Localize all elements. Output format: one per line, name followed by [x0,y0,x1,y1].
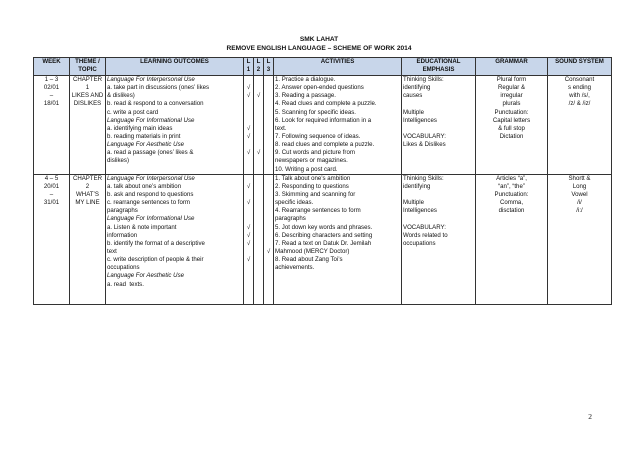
emphasis-cell-line: Likes & Dislikes [403,141,446,149]
col-l1: L 1 [244,58,254,76]
emphasis-cell-line: identifying [403,182,431,190]
emphasis-cell-line: Words related to [403,231,448,239]
week-cell-line: 4 – 5 [44,174,59,182]
outcomes-cell-line: information [107,231,138,239]
l2-cell-line [255,207,262,215]
l1-cell-line: √ [246,256,251,264]
activities-cell-line: 7. Read a text on Datuk Dr. Jemilah [275,239,372,247]
outcomes-cell [106,174,244,304]
sound-cell-line: Shortt & [568,174,591,182]
l1-cell-line: √ [246,124,251,132]
l3-cell-line [265,256,272,264]
l3-cell-line [265,224,272,232]
l3-cell-line [265,92,272,100]
scheme-of-work-table [33,57,612,305]
l1-cell-line [245,100,252,108]
l2-cell-line [255,248,262,256]
l2-cell-line [255,175,262,183]
l1-cell-line: √ [246,84,251,92]
l2-cell-line [255,240,262,248]
grammar-cell-line: Comma, [499,199,524,207]
outcomes-cell-line: Language For Aesthetic Use [107,272,185,280]
l3-cell-line [265,100,272,108]
outcomes-cell-line: a. Listen & note important [107,223,177,231]
activities-cell-line: 6. Describing characters and setting [275,231,373,239]
grammar-cell-line: Punctuation: [494,190,529,198]
l1-cell-line: √ [246,182,251,190]
week-cell-line: – [49,190,54,198]
page-number: 2 [588,412,592,421]
emphasis-cell-line: identifying [403,84,431,92]
theme-cell-line: CHAPTER [72,76,103,83]
l3-cell-line [265,264,272,272]
emphasis-cell-line: Multiple [403,108,424,116]
grammar-cell [476,174,548,304]
grammar-cell-line: & full stop [498,124,525,132]
emphasis-cell-line: Thinking Skills: [403,76,444,83]
emphasis-cell [402,76,476,175]
document-title: REMOVE ENGLISH LANGUAGE – SCHEME OF WORK 2014 [226,45,412,52]
col-emphasis: EDUCATIONAL EMPHASIS [402,58,476,76]
grammar-cell-line: Regular & [497,84,526,92]
theme-cell-line: CHAPTER [72,174,103,182]
l2-cell-line [255,117,262,125]
l1-cell-line: √ [246,239,251,247]
l3-cell-line: √ [266,247,271,255]
outcomes-cell [106,76,244,175]
outcomes-cell-line: occupations [107,264,140,272]
outcomes-cell-line: & dislikes) [107,92,135,100]
l1-cell [244,174,254,304]
sound-cell-line: with /s/, [569,92,590,100]
l3-cell-line [265,141,272,149]
l3-cell-line [265,157,272,165]
l2-cell-line [255,76,262,84]
grammar-cell-line: Capital letters [492,116,531,124]
l2-cell-line [255,215,262,223]
sound-cell-line: Long [572,182,587,190]
l2-cell-line [255,125,262,133]
l3-cell [264,174,274,304]
l3-cell-line [265,84,272,92]
col-grammar: GRAMMAR [476,58,548,76]
theme-cell-line: DISLIKES [73,100,102,108]
grammar-cell-line: irregular [500,92,523,100]
activities-cell-line: 7. Following sequence of ideas. [275,132,361,140]
col-sound: SOUND SYSTEM [548,58,612,76]
theme-cell-line: WHAT’S [76,190,99,198]
outcomes-cell-line: b. ask and respond to questions [107,190,194,198]
grammar-cell-line: “an”, “the” [498,182,525,190]
emphasis-cell-line: VOCABULARY: [403,223,446,231]
outcomes-cell-line: dislikes) [107,157,130,165]
l1-cell-line [245,191,252,199]
l2-cell-line [255,199,262,207]
l2-cell [254,174,264,304]
emphasis-cell-line: Intelligences [403,207,437,215]
l3-cell-line [265,149,272,157]
activities-cell-line: 10. Writing a post card. [275,165,338,173]
grammar-cell-line: Articles “a”, [496,174,527,182]
l2-cell-line [255,84,262,92]
activities-cell-line: 1. Practice a dialogue. [275,76,336,83]
sound-cell-line: Consonant [564,76,595,83]
col-activities: ACTIVITIES [274,58,402,76]
grammar-cell-line: Punctuation: [494,108,529,116]
header-row [34,58,612,76]
emphasis-cell-line: Intelligences [403,116,437,124]
activities-cell-line: 2. Answer open-ended questions [275,84,364,92]
theme-cell-line: LIKES AND [71,92,104,100]
col-outcomes: LEARNING OUTCOMES [106,58,244,76]
sound-cell-line: /i:/ [576,207,583,215]
l3-cell-line [265,109,272,117]
l3-cell-line [265,207,272,215]
l2-cell-line [255,100,262,108]
emphasis-cell-line: occupations [403,239,436,247]
l3-cell-line [265,76,272,84]
l1-cell-line [245,272,252,280]
l3-cell-line [265,272,272,280]
l1-cell-line [245,117,252,125]
outcomes-cell-line: b. reading materials in print [107,132,181,140]
l1-cell-line [245,175,252,183]
sound-cell-line: /i/ [577,199,582,207]
activities-cell-line: 5. Scanning for specific ideas. [275,108,356,116]
activities-cell-line: 8. read clues and complete a puzzle. [275,141,375,149]
outcomes-cell-line: c. write description of people & their [107,256,204,264]
grammar-cell-line: Plural form [496,76,527,83]
emphasis-cell-line [403,191,474,199]
emphasis-cell-line [403,125,474,133]
l2-cell-line [255,133,262,141]
emphasis-cell-line [403,215,474,223]
emphasis-cell-line: causes [403,92,423,100]
l2-cell-line [255,141,262,149]
table-row [34,174,612,304]
outcomes-cell-line: a. talk about one’s ambition [107,182,182,190]
l2-cell-line [255,256,262,264]
activities-cell-line: 4. Rearrange sentences to form [275,207,361,215]
outcomes-cell-line: paragraphs [107,207,138,215]
grammar-cell-line: disctation [498,207,525,215]
l1-cell-line [245,76,252,84]
l1-cell-line [245,264,252,272]
week-cell-line: 31/01 [43,199,60,207]
l3-cell-line [265,183,272,191]
theme-cell-line: MY LINE [75,199,100,207]
l3-cell-line [265,199,272,207]
outcomes-cell-line: Language For Interpersonal Use [107,76,195,83]
activities-cell-line: 2. Responding to questions [275,182,349,190]
l1-cell-line: √ [246,231,251,239]
outcomes-cell-line: text [107,247,117,255]
l2-cell-line [255,224,262,232]
l1-cell-line [245,109,252,117]
activities-cell-line: achievements. [275,264,315,272]
l1-cell-line [245,157,252,165]
activities-cell-line: 3. Skimming and scanning for [275,190,356,198]
activities-cell-line: 3. Reading a passage. [275,92,336,100]
l2-cell-line [255,264,262,272]
activities-cell [274,76,402,175]
grammar-cell [476,76,548,175]
emphasis-cell-line: VOCABULARY: [403,132,446,140]
outcomes-cell-line: c. rearrange sentences to form [107,199,190,207]
week-cell-line: 18/01 [43,100,60,108]
l3-cell-line [265,281,272,289]
l2-cell [254,76,264,175]
l2-cell-line: √ [256,149,261,157]
week-cell [34,76,70,175]
grammar-cell-line: plurals [502,100,521,108]
activities-cell-line: text. [275,124,287,132]
l3-cell-line [265,240,272,248]
sound-cell [548,174,612,304]
l2-cell-line [255,281,262,289]
activities-cell-line: paragraphs [275,215,306,223]
outcomes-cell-line: a. take part in discussions (ones’ likes [107,84,210,92]
l1-cell-line: √ [246,199,251,207]
l1-cell-line: √ [246,132,251,140]
l1-cell-line [245,281,252,289]
outcomes-cell-line: Language For Interpersonal Use [107,174,195,182]
theme-cell-line: 1 [85,84,90,92]
col-l2: L 2 [254,58,264,76]
theme-cell [70,76,106,175]
l1-cell-line [245,141,252,149]
l3-cell-line [265,133,272,141]
activities-cell-line: specific ideas. [275,199,314,207]
activities-cell-line: 9. Cut words and picture from [275,149,355,157]
activities-cell [274,174,402,304]
activities-cell-line: newspapers or magazines. [275,157,348,165]
emphasis-cell [402,174,476,304]
l3-cell-line [265,117,272,125]
outcomes-cell-line: b. identify the format of a descriptive [107,239,205,247]
outcomes-cell-line: a. read a passage (ones’ likes & [107,149,194,157]
week-cell [34,174,70,304]
outcomes-cell-line: c. write a post card [107,108,159,116]
l1-cell-line [245,215,252,223]
l3-cell-line [265,175,272,183]
school-name: SMK LAHAT [299,36,339,43]
week-cell-line: 20/01 [43,182,60,190]
week-cell-line: – [49,92,54,100]
l2-cell-line [255,191,262,199]
activities-cell-line: 4. Read clues and complete a puzzle. [275,100,377,108]
l2-cell-line [255,272,262,280]
table-row [34,76,612,175]
l2-cell-line [255,157,262,165]
theme-cell [70,174,106,304]
theme-cell-line: 2 [85,182,90,190]
l3-cell-line [265,215,272,223]
l2-cell-line [255,183,262,191]
outcomes-cell-line: Language For Informational Use [107,215,195,223]
outcomes-cell-line: a. read texts. [107,280,144,288]
sound-cell-line: /z/ & /iz/ [568,100,591,108]
outcomes-cell-line: Language For Aesthetic Use [107,141,185,149]
l1-cell-line: √ [246,149,251,157]
l3-cell-line [265,232,272,240]
l3-cell-line [265,125,272,133]
activities-cell-line: 1. Talk about one’s ambition [275,174,351,182]
emphasis-cell-line: Multiple [403,199,424,207]
l1-cell-line: √ [246,223,251,231]
week-cell-line: 02/01 [43,84,60,92]
l2-cell-line [255,109,262,117]
grammar-cell-line: Dictation [499,132,524,140]
l1-cell-line [245,207,252,215]
l3-cell [264,76,274,175]
sound-cell-line: s ending [567,84,592,92]
activities-cell-line: 6. Look for required information in a [275,116,372,124]
l1-cell-line: √ [246,92,251,100]
outcomes-cell-line: a. identifying main ideas [107,124,173,132]
outcomes-cell-line: Language For Informational Use [107,116,195,124]
l2-cell-line [255,232,262,240]
sound-cell-line: Vowel [571,190,588,198]
activities-cell-line: 5. Jot down key words and phrases. [275,223,373,231]
outcomes-cell-line: b. read & respond to a conversation [107,100,204,108]
l3-cell-line [265,191,272,199]
col-l3: L 3 [264,58,274,76]
col-theme: THEME / TOPIC [70,58,106,76]
l1-cell-line [245,248,252,256]
l1-cell [244,76,254,175]
emphasis-cell-line: Thinking Skills: [403,174,444,182]
col-week: WEEK [34,58,70,76]
l2-cell-line: √ [256,92,261,100]
activities-cell-line: Mahmood (MERCY Doctor) [275,247,350,255]
week-cell-line: 1 – 3 [44,76,59,83]
sound-cell [548,76,612,175]
activities-cell-line: 8. Read about Zang Toi’s [275,256,343,264]
emphasis-cell-line [403,100,474,108]
